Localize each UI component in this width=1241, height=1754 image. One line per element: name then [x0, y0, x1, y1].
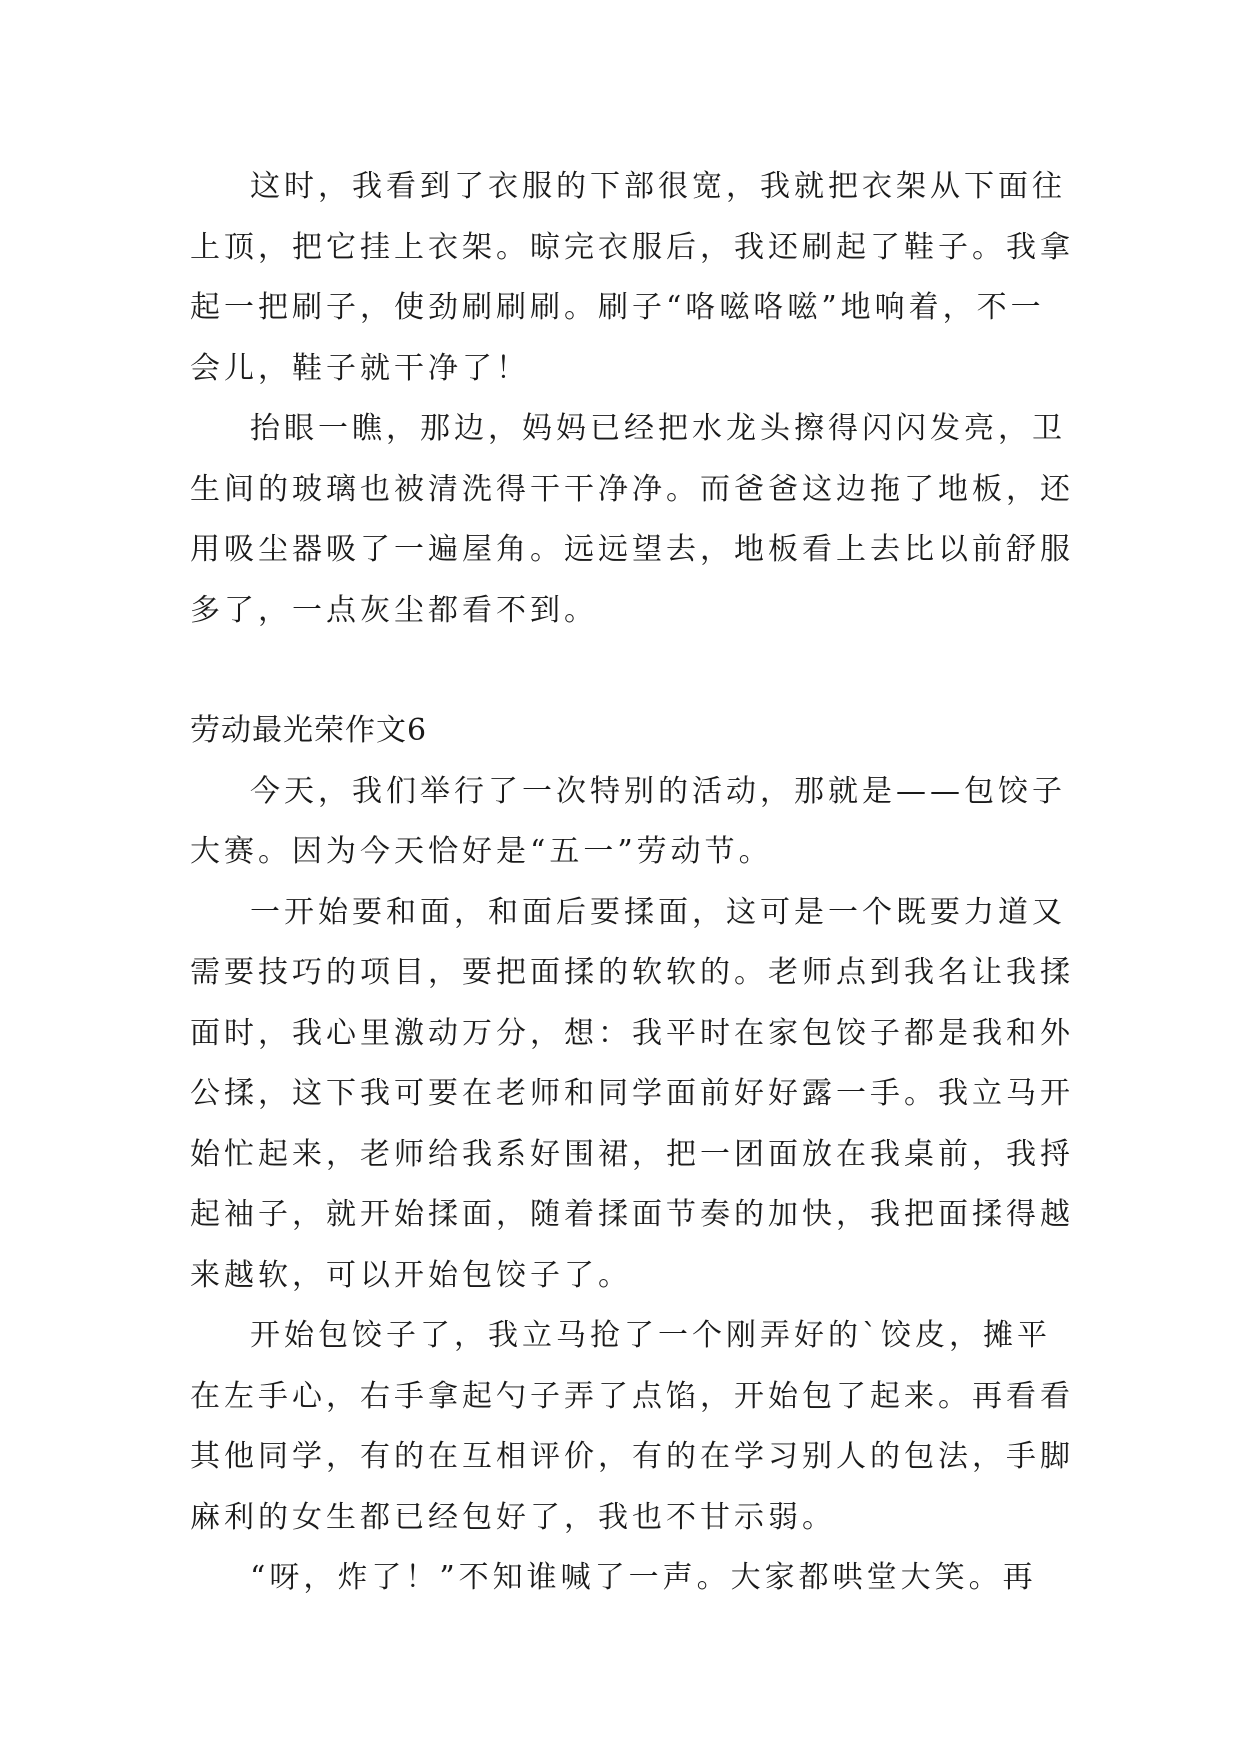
text-line: 麻利的女生都已经包好了，我也不甘示弱。 — [190, 1499, 836, 1535]
text-line: 生间的玻璃也被清洗得干干净净。而爸爸这边拖了地板，还 — [190, 471, 1074, 507]
text-line: 大赛。因为今天恰好是“五一”劳动节。 — [190, 834, 773, 869]
text-line: 公揉，这下我可要在老师和同学面前好好露一手。我立马开 — [190, 1076, 1074, 1111]
text-line: 起袖子，就开始揉面，随着揉面节奏的加快，我把面揉得越 — [190, 1197, 1074, 1232]
text-line: 会儿，鞋子就干净了！ — [190, 350, 530, 386]
text-line: 开始包饺子了，我立马抢了一个刚弄好的`饺皮，摊平 — [250, 1318, 1051, 1353]
text-line: 需要技巧的项目，要把面揉的软软的。老师点到我名让我揉 — [190, 955, 1074, 990]
text-line: 上顶，把它挂上衣架。晾完衣服后，我还刷起了鞋子。我拿 — [190, 229, 1074, 265]
text-line: 这时，我看到了衣服的下部很宽，我就把衣架从下面往 — [250, 169, 1066, 204]
paragraph-intro — [190, 762, 1066, 883]
text-line: 用吸尘器吸了一遍屋角。远远望去，地板看上去比以前舒服 — [190, 532, 1074, 567]
text-line: 在左手心，右手拿起勺子弄了点馅，开始包了起来。再看看 — [190, 1378, 1074, 1414]
section-title: 劳动最光荣作文6 — [190, 713, 428, 748]
text-line: 今天，我们举行了一次特别的活动，那就是——包饺子 — [250, 773, 1066, 809]
paragraph-kneading — [190, 883, 1074, 1307]
text-line: 抬眼一瞧，那边，妈妈已经把水龙头擦得闪闪发亮，卫 — [250, 411, 1066, 446]
text-line: 始忙起来，老师给我系好围裙，把一团面放在我桌前，我捋 — [190, 1136, 1074, 1172]
text-line: 其他同学，有的在互相评价，有的在学习别人的包法，手脚 — [190, 1439, 1074, 1474]
text-line: 多了，一点灰尘都看不到。 — [190, 592, 598, 628]
paragraph-exclamation — [190, 1548, 1066, 1609]
text-line: “呀，炸了！”不知谁喊了一声。大家都哄堂大笑。再 — [250, 1560, 1037, 1595]
text-line: 来越软，可以开始包饺子了。 — [190, 1257, 632, 1293]
paragraph-parents-cleaning — [190, 399, 1074, 641]
document-body — [190, 157, 1074, 1609]
text-line: 一开始要和面，和面后要揉面，这可是一个既要力道又 — [250, 894, 1066, 930]
text-line: 面时，我心里激动万分，想：我平时在家包饺子都是我和外 — [190, 1015, 1074, 1051]
paragraph-wrapping — [190, 1306, 1074, 1548]
paragraph-drying-clothes — [190, 157, 1074, 399]
text-line: 起一把刷子，使劲刷刷刷。刷子“咯嗞咯嗞”地响着，不一 — [190, 290, 1045, 325]
